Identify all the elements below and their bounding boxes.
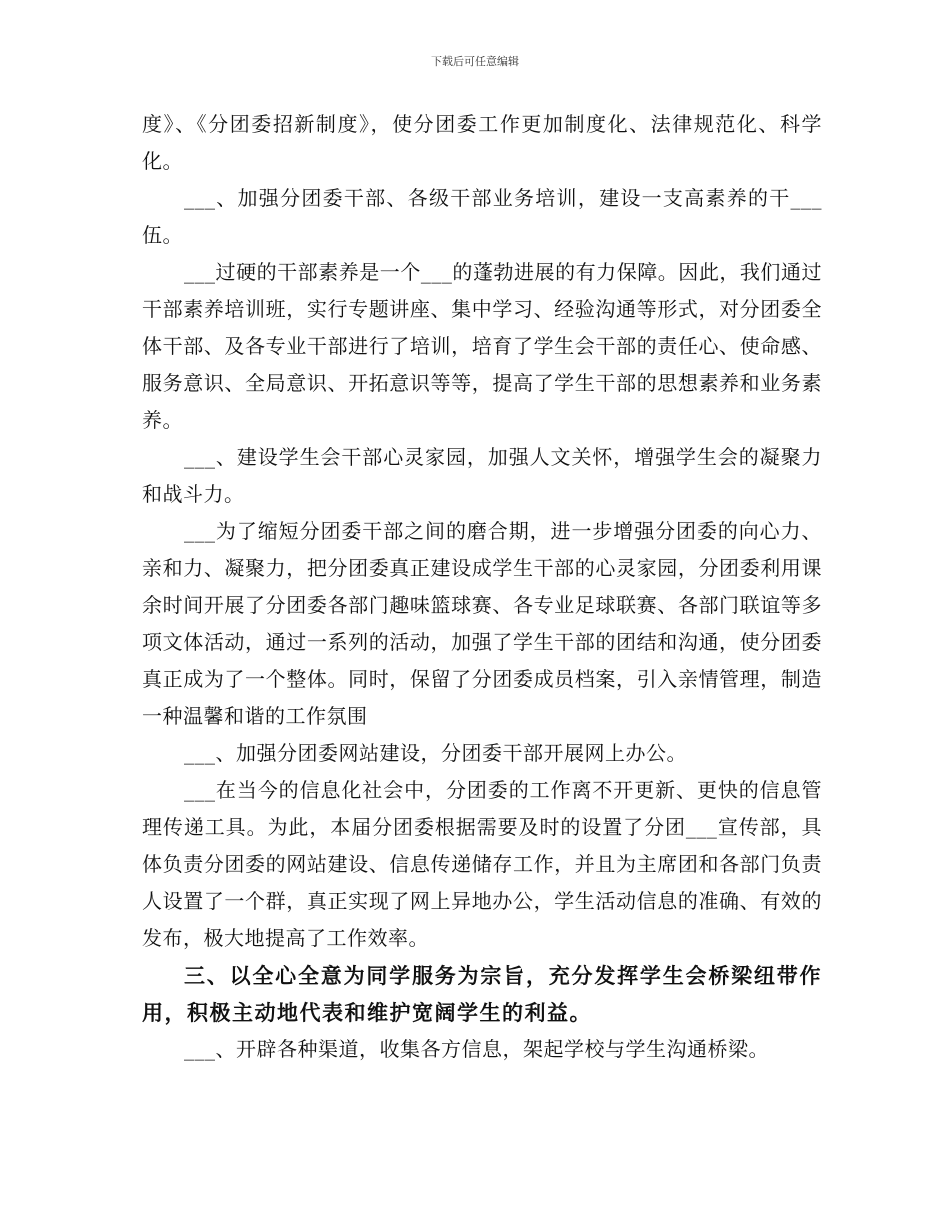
paragraph-3: ___过硬的干部素养是一个___的蓬勃进展的有力保障。因此，我们通过干部素养培训班，实行专题讲座、集中学习、经验沟通等形式，对分团委全体干部、及各专业干部进行了培训，培育了学生会干部的责任心、使命感、服务意识、全局意识、开拓意识等等，提高了学生干部的思想素养和业务素养。 bbox=[142, 260, 822, 432]
document-body bbox=[142, 106, 822, 1068]
page-header: 下载后可任意编辑 bbox=[431, 55, 519, 68]
paragraph-4: ___、建设学生会干部心灵家园，加强人文关怀，增强学生会的凝聚力和战斗力。 bbox=[142, 445, 822, 506]
paragraph-1: 度》、《分团委招新制度》，使分团委工作更加制度化、法律规范化、科学化。 bbox=[142, 112, 822, 173]
paragraph-8: ___、开辟各种渠道，收集各方信息，架起学校与学生沟通桥梁。 bbox=[184, 1037, 769, 1061]
paragraph-7: ___在当今的信息化社会中，分团委的工作离不开更新、更快的信息管理传递工具。为此，本届分团委根据需要及时的设置了分团___宣传部，具体负责分团委的网站建设、信息传递储存工作，并且为主席团和各部门负责人设置了一个群，真正实现了网上异地办公，学生活动信息的准确、有效的发布，极大地提高了工作效率。 bbox=[142, 778, 822, 950]
paragraph-2: ___、加强分团委干部、各级干部业务培训，建设一支高素养的干___伍。 bbox=[142, 186, 822, 247]
section-heading: 三、以全心全意为同学服务为宗旨，充分发挥学生会桥梁纽带作用，积极主动地代表和维护宽阔学生的利益。 bbox=[142, 963, 822, 1025]
paragraph-5: ___为了缩短分团委干部之间的磨合期，进一步增强分团委的向心力、亲和力、凝聚力，把分团委真正建设成学生干部的心灵家园，分团委利用课余时间开展了分团委各部门趣味篮球赛、各专业足球联赛、各部门联谊等多项文体活动，通过一系列的活动，加强了学生干部的团结和沟通，使分团委真正成为了一个整体。同时，保留了分团委成员档案，引入亲情管理，制造一种温馨和谐的工作氛围 bbox=[142, 519, 822, 728]
paragraph-6: ___、加强分团委网站建设，分团委干部开展网上办公。 bbox=[184, 741, 687, 765]
